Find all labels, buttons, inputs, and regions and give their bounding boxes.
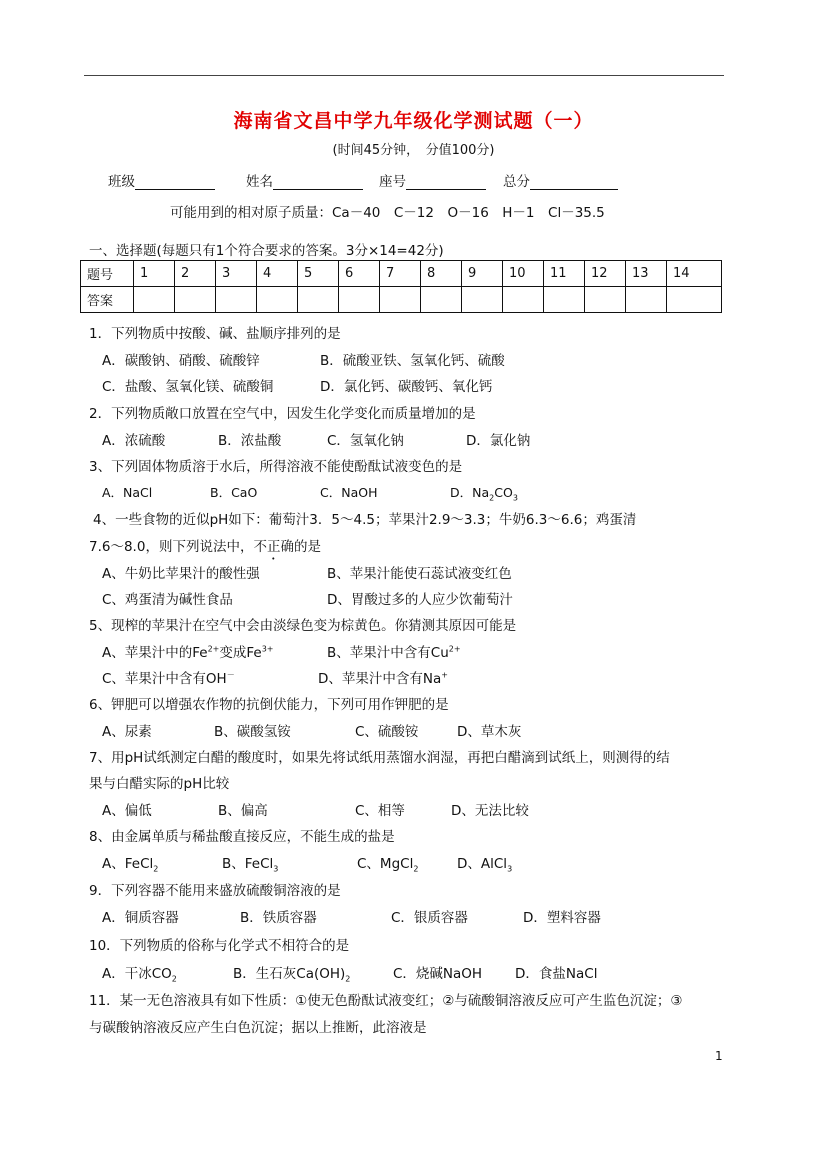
q5-option-a[interactable]: A、苹果汁中的$Fe^{2+}$变成$Fe^{3+}$ [102,644,274,661]
name-blank[interactable] [273,175,363,190]
header-rule [84,75,724,76]
answer-cell[interactable] [298,287,339,313]
question-number: 2 [175,261,216,287]
q4-stem-line2: 7.6～8.0，则下列说法中，不正确的是 [89,539,321,555]
q7-option-b[interactable]: B、偏高 [218,803,268,819]
answer-cell[interactable] [667,287,722,313]
score-label: 总分 [503,174,530,190]
question-number: 8 [421,261,462,287]
question-number: 6 [339,261,380,287]
q9-stem: 9．下列容器不能用来盛放硫酸铜溶液的是 [89,883,341,899]
question-number: 12 [585,261,626,287]
score-field [503,170,618,190]
name-field [246,170,363,190]
q10-option-c[interactable]: C．烧碱NaOH [393,966,483,982]
score-blank[interactable] [530,175,618,190]
answer-cell[interactable] [216,287,257,313]
q6-option-b[interactable]: B、碳酸氢铵 [214,724,291,740]
seat-blank[interactable] [406,175,486,190]
answer-cell[interactable] [339,287,380,313]
q9-option-a[interactable]: A．铜质容器 [102,910,179,926]
question-number: 3 [216,261,257,287]
class-field [108,170,215,190]
answer-row-label: 答案 [81,287,134,313]
q5-stem: 5、现榨的苹果汁在空气中会由淡绿色变为棕黄色。你猜测其原因可能是 [89,618,517,634]
q7-option-a[interactable]: A、偏低 [102,803,152,819]
q4-option-b[interactable]: B、苹果汁能使石蕊试液变红色 [327,566,512,582]
question-number: 5 [298,261,339,287]
answer-cell[interactable] [175,287,216,313]
q10-option-b[interactable]: B．生石灰$Ca(OH)_2$ [233,966,351,984]
class-label: 班级 [108,174,135,190]
q6-option-a[interactable]: A、尿素 [102,724,152,740]
q2-option-b[interactable]: B．浓盐酸 [218,433,282,449]
q10-option-d[interactable]: D．食盐NaCl [515,966,598,982]
q1-stem: 1．下列物质中按酸、碱、盐顺序排列的是 [89,326,341,342]
question-number: 14 [667,261,722,287]
q10-stem: 10．下列物质的俗称与化学式不相符合的是 [89,938,350,954]
answer-cell[interactable] [134,287,175,313]
exam-title: 海南省文昌中学九年级化学测试题（一） [233,110,594,132]
q9-option-b[interactable]: B．铁质容器 [240,910,317,926]
q3-stem: 3、下列固体物质溶于水后，所得溶液不能使酚酞试液变色的是 [89,459,463,475]
name-label: 姓名 [246,174,273,190]
answer-cell[interactable] [380,287,421,313]
q8-option-b[interactable]: B、FeCl$_3$ [222,856,279,874]
answer-table [80,260,722,313]
answer-cell[interactable] [462,287,503,313]
q6-option-c[interactable]: C、硫酸铵 [355,724,419,740]
question-number: 11 [544,261,585,287]
seat-label: 座号 [379,174,406,190]
answer-table-answer-row [81,287,722,313]
seat-field [379,170,486,190]
q4-option-c[interactable]: C、鸡蛋清为碱性食品 [102,592,233,608]
q1-option-b[interactable]: B．硫酸亚铁、氢氧化钙、硫酸 [320,353,505,369]
question-number: 1 [134,261,175,287]
q6-stem: 6、钾肥可以增强农作物的抗倒伏能力，下列可用作钾肥的是 [89,697,449,713]
q4-option-a[interactable]: A、牛奶比苹果汁的酸性强 [102,566,260,582]
q8-stem: 8、由金属单质与稀盐酸直接反应，不能生成的盐是 [89,829,395,845]
q2-option-d[interactable]: D．氯化钠 [466,433,531,449]
q1-option-d[interactable]: D．氯化钙、碳酸钙、氧化钙 [320,379,493,395]
q3-option-a[interactable]: A．NaCl [102,485,153,500]
q8-option-d[interactable]: D、AlCl$_3$ [457,856,513,874]
q11-stem-line2: 与碳酸钠溶液反应产生白色沉淀；据以上推断，此溶液是 [89,1020,427,1036]
exam-subtitle: (时间45分钟， 分值100分) [332,143,495,158]
q7-stem-line1: 7、用pH试纸测定白醋的酸度时，如果先将试纸用蒸馏水润湿，再把白醋滴到试纸上，则测得的结 [89,750,670,766]
q2-option-c[interactable]: C．氢氧化钠 [327,433,404,449]
q4-option-d[interactable]: D、胃酸过多的人应少饮葡萄汁 [327,592,513,608]
q4-stem-line1: 4、一些食物的近似pH如下：葡萄汁3．5～4.5；苹果汁2.9～3.3；牛奶6.3～6.6；鸡蛋清 [93,512,637,528]
question-number: 4 [257,261,298,287]
q5-option-d[interactable]: D、苹果汁中含有Na+ [318,670,448,687]
answer-cell[interactable] [544,287,585,313]
question-number: 13 [626,261,667,287]
q7-option-d[interactable]: D、无法比较 [451,803,529,819]
q1-option-a[interactable]: A．碳酸钠、硝酸、硫酸锌 [102,353,260,369]
q11-stem-line1: 11．某一无色溶液具有如下性质：①使无色酚酞试液变红；②与硫酸铜溶液反应可产生监色沉淀；③ [89,993,683,1009]
answer-cell[interactable] [585,287,626,313]
q10-option-a[interactable]: A．干冰$CO_2$ [102,966,177,984]
number-row-label: 题号 [81,261,134,287]
question-number: 9 [462,261,503,287]
q5-option-b[interactable]: B、苹果汁中含有$Cu^{2+}$ [327,644,461,661]
answer-table-number-row [81,261,722,287]
question-number: 7 [380,261,421,287]
answer-cell[interactable] [421,287,462,313]
q2-stem: 2．下列物质敞口放置在空气中，因发生化学变化而质量增加的是 [89,406,476,422]
q1-option-c[interactable]: C．盐酸、氢氧化镁、硫酸铜 [102,379,274,395]
q8-option-c[interactable]: C、MgCl$_2$ [357,856,419,874]
q3-option-d[interactable]: D．$Na_2CO_3$ [450,485,518,503]
class-blank[interactable] [135,175,215,190]
section-heading: 一、选择题(每题只有1个符合要求的答案。3分×14=42分) [89,243,444,259]
q2-option-a[interactable]: A．浓硫酸 [102,433,166,449]
question-number: 10 [503,261,544,287]
q5-option-c[interactable]: C、苹果汁中含有OH－ [102,670,235,687]
q3-option-c[interactable]: C．NaOH [320,485,378,500]
atomic-masses: 可能用到的相对原子质量：Ca－40 C－12 O－16 H－1 Cl－35.5 [170,205,605,221]
q3-option-b[interactable]: B．CaO [210,485,258,500]
q7-stem-line2: 果与白醋实际的pH比较 [89,776,230,792]
q9-option-c[interactable]: C．银质容器 [391,910,468,926]
page-number: 1 [715,1049,723,1063]
answer-cell[interactable] [503,287,544,313]
q9-option-d[interactable]: D．塑料容器 [523,910,601,926]
q6-option-d[interactable]: D、草木灰 [457,724,522,740]
answer-cell[interactable] [626,287,667,313]
q8-option-a[interactable]: A、FeCl$_2$ [102,856,159,874]
q7-option-c[interactable]: C、相等 [355,803,405,819]
answer-cell[interactable] [257,287,298,313]
